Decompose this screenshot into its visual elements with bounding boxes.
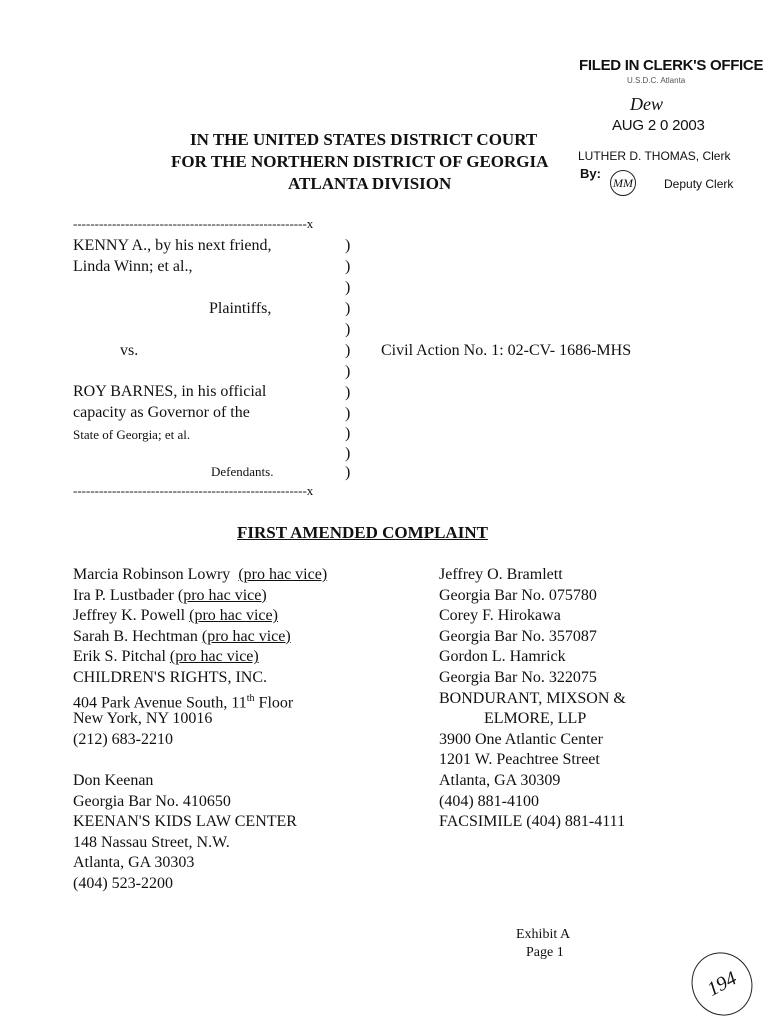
caption-paren: ) xyxy=(345,363,351,380)
firm-address-line-2: 1201 W. Peachtree Street xyxy=(439,751,600,769)
attorney-name: Corey F. Hirokawa xyxy=(439,607,561,625)
caption-paren: ) xyxy=(345,464,351,481)
filed-stamp-deputy: Deputy Clerk xyxy=(664,177,734,191)
caption-paren: ) xyxy=(345,258,351,275)
firm-phone: (404) 523-2200 xyxy=(73,874,173,892)
attorney-line xyxy=(73,647,327,668)
caption-top-rule: ------------------------------------------------------x xyxy=(73,216,314,231)
filed-stamp-initials: Dew xyxy=(630,94,663,114)
attorney-name: Gordon L. Hamrick xyxy=(439,648,566,666)
defendant-line-2: capacity as Governor of the xyxy=(73,404,250,421)
pro-hac-vice-note: (pro hac vice) xyxy=(169,648,259,666)
attorney-line xyxy=(73,565,327,586)
attorney-line xyxy=(73,606,327,627)
attorney-name: Erik S. Pitchal xyxy=(73,648,166,666)
firm-fax: FACSIMILE (404) 881-4111 xyxy=(439,813,626,831)
versus-label: vs. xyxy=(120,342,139,359)
pro-hac-vice-note: (pro hac vice) xyxy=(177,586,267,604)
firm-address-line-3: Atlanta, GA 30309 xyxy=(439,771,561,789)
firm-address-line-2: Atlanta, GA 30303 xyxy=(73,854,195,872)
attorney-line xyxy=(73,627,327,648)
plaintiff-line-2: Linda Winn; et al., xyxy=(73,258,193,275)
firm-name: CHILDREN'S RIGHTS, INC. xyxy=(73,668,267,686)
ordinal-suffix: th xyxy=(246,692,255,704)
attorney-name: Sarah B. Hechtman xyxy=(73,627,198,645)
firm-name: BONDURANT, MIXSON & xyxy=(439,689,626,707)
filed-stamp-date: AUG 2 0 2003 xyxy=(612,117,705,134)
attorney-name: Don Keenan xyxy=(73,771,154,789)
counsel-block-right xyxy=(439,565,626,833)
defendant-line-3: State of Georgia; et al. xyxy=(73,427,191,442)
caption-paren: ) xyxy=(345,321,351,338)
bar-number: Georgia Bar No. 410650 xyxy=(73,792,231,810)
attorney-name: Jeffrey K. Powell xyxy=(73,607,186,625)
civil-action-number: Civil Action No. 1: 02-CV- 1686-MHS xyxy=(381,342,632,359)
caption-paren: ) xyxy=(345,279,351,296)
address-text: Floor xyxy=(254,693,294,711)
page-number: Page 1 xyxy=(526,945,564,960)
attorney-name: Ira P. Lustbader xyxy=(73,586,174,604)
attorney-name: Jeffrey O. Bramlett xyxy=(439,566,563,583)
caption-paren: ) xyxy=(345,425,351,442)
firm-address-line-1: 3900 One Atlantic Center xyxy=(439,730,603,748)
court-heading-line-3: ATLANTA DIVISION xyxy=(288,174,452,193)
bar-number: Georgia Bar No. 357087 xyxy=(439,627,597,645)
bar-number: Georgia Bar No. 075780 xyxy=(439,586,597,604)
defendant-line-1: ROY BARNES, in his official xyxy=(73,383,267,400)
plaintiffs-label: Plaintiffs, xyxy=(209,300,272,317)
attorney-name: Marcia Robinson Lowry xyxy=(73,566,231,583)
pro-hac-vice-note: (pro hac vice) xyxy=(189,607,278,625)
counsel-block-left xyxy=(73,565,327,895)
filed-stamp-court: U.S.D.C. Atlanta xyxy=(627,76,686,85)
firm-phone: (404) 881-4100 xyxy=(439,792,539,810)
firm-phone: (212) 683-2210 xyxy=(73,730,173,748)
filed-stamp-title: FILED IN CLERK'S OFFICE xyxy=(579,57,764,74)
caption-paren: ) xyxy=(345,445,351,462)
firm-address-line-2: New York, NY 10016 xyxy=(73,710,213,728)
exhibit-label: Exhibit A xyxy=(516,927,571,942)
caption-bottom-rule: ------------------------------------------------------x xyxy=(73,483,314,498)
pro-hac-vice-note: (pro hac vice) xyxy=(201,627,291,645)
handwritten-docket-number: 194 xyxy=(680,942,763,1026)
spacer xyxy=(73,750,327,771)
deputy-initials-circle: MM xyxy=(610,170,636,196)
caption-paren: ) xyxy=(345,237,351,254)
caption-paren: ) xyxy=(345,300,351,317)
address-text: 404 Park Avenue South, 11 xyxy=(73,693,247,711)
document-title: FIRST AMENDED COMPLAINT xyxy=(237,523,488,542)
firm-name-continued: ELMORE, LLP xyxy=(484,710,587,728)
defendants-label: Defendants. xyxy=(211,464,274,479)
attorney-line xyxy=(73,586,327,607)
filed-stamp-clerk: LUTHER D. THOMAS, Clerk xyxy=(578,149,731,163)
plaintiff-line-1: KENNY A., by his next friend, xyxy=(73,237,272,254)
firm-address-line-1: 148 Nassau Street, N.W. xyxy=(73,833,230,851)
bar-number: Georgia Bar No. 322075 xyxy=(439,668,597,686)
firm-name: KEENAN'S KIDS LAW CENTER xyxy=(73,813,297,831)
caption-paren: ) xyxy=(345,405,351,422)
caption-paren: ) xyxy=(345,384,351,401)
pro-hac-vice-note: (pro hac vice) xyxy=(238,566,328,583)
filed-stamp-by: By: xyxy=(580,166,601,181)
firm-address-line-1 xyxy=(73,689,327,710)
court-heading-line-2: FOR THE NORTHERN DISTRICT OF GEORGIA xyxy=(171,152,549,171)
caption-paren: ) xyxy=(345,342,351,359)
court-heading-line-1: IN THE UNITED STATES DISTRICT COURT xyxy=(190,130,538,149)
